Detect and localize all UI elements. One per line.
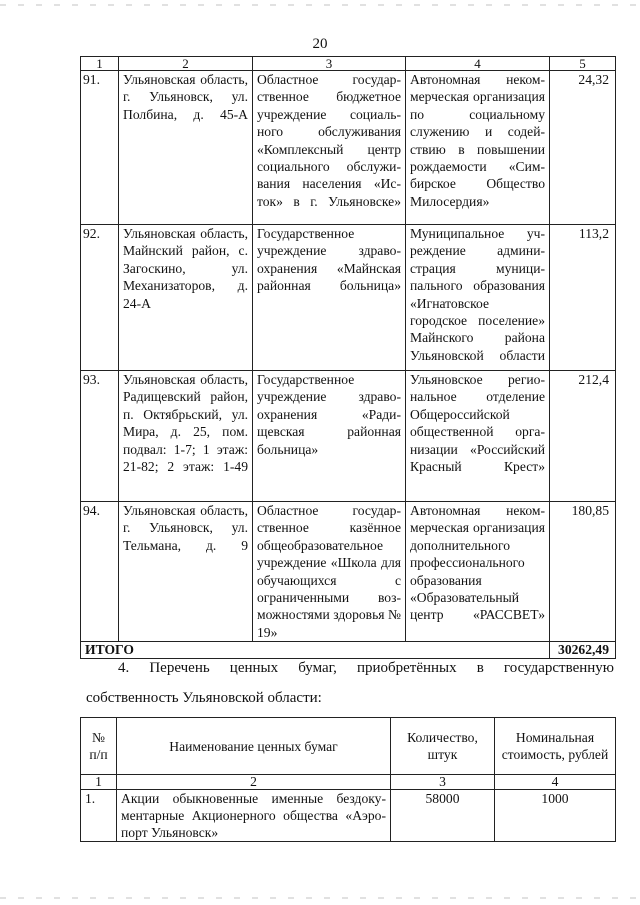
row-number: 94. xyxy=(81,502,119,642)
recipient-cell: Муниципальное учреждение администрация муниципального образования «Игнатовское городское поселение» Майнского района Ульяновской области xyxy=(406,225,550,371)
paragraph-line-1: 4. Перечень ценных бумаг, приобретённых в государственную xyxy=(118,660,614,676)
column-number: 2 xyxy=(117,775,391,790)
securities-table xyxy=(80,717,616,842)
column-number: 3 xyxy=(253,57,406,71)
area-cell: 212,4 xyxy=(550,371,616,502)
address-cell: Ульяновская область, г. Ульяновск, ул. Тельмана, д. 9 xyxy=(119,502,253,642)
row-number: 1. xyxy=(81,790,117,842)
column-number: 4 xyxy=(406,57,550,71)
header-number: № п/п xyxy=(81,718,117,775)
column-number: 1 xyxy=(81,775,117,790)
holder-cell: Областное государственное бюджетное учреждение социального обслуживания «Комплексный центр социального обслуживания населения «Исток» в г. Ульяновске» xyxy=(253,71,406,225)
holder-cell: Государственное учреждение здравоохранения «Майнская районная больница» xyxy=(253,225,406,371)
area-cell: 180,85 xyxy=(550,502,616,642)
area-cell: 24,32 xyxy=(550,71,616,225)
area-cell: 113,2 xyxy=(550,225,616,371)
column-number: 4 xyxy=(495,775,616,790)
table-row xyxy=(81,71,616,225)
table-row xyxy=(81,502,616,642)
row-number: 93. xyxy=(81,371,119,502)
scan-artifact-top xyxy=(0,4,640,6)
column-number: 5 xyxy=(550,57,616,71)
table-row xyxy=(81,371,616,502)
holder-cell: Областное государственное казённое общеобразовательное учреждение «Школа для обучающихся с ограниченными возможностями здоровья № 19» xyxy=(253,502,406,642)
address-cell: Ульяновская область, Радищевский район, п. Октябрьский, ул. Мира, д. 25, пом. подвал: 1-7; 1 этаж: 21-82; 2 этаж: 1-49 xyxy=(119,371,253,502)
row-number: 91. xyxy=(81,71,119,225)
recipient-cell: Автономная некоммерческая организация по социальному служению и содействию в повышении рождаемости «Симбирское Общество Милосердия» xyxy=(406,71,550,225)
header-quantity: Количество, штук xyxy=(391,718,495,775)
address-cell: Ульяновская область, г. Ульяновск, ул. Полбина, д. 45-А xyxy=(119,71,253,225)
scan-artifact-bottom xyxy=(0,897,640,899)
recipient-cell: Автономная некоммерческая организация дополнительного профессионального образования «Образовательный центр «РАССВЕТ» xyxy=(406,502,550,642)
column-number: 2 xyxy=(119,57,253,71)
column-number: 1 xyxy=(81,57,119,71)
property-transfer-table xyxy=(80,56,616,659)
table-row xyxy=(81,225,616,371)
header-security-name: Наименование ценных бумаг xyxy=(117,718,391,775)
total-label: ИТОГО xyxy=(81,642,550,659)
page-number: 20 xyxy=(312,36,328,52)
header-nominal: Номинальная стоимость, рублей xyxy=(495,718,616,775)
address-cell: Ульяновская область, Майнский район, с. Загоскино, ул. Механизаторов, д. 24-А xyxy=(119,225,253,371)
row-number: 92. xyxy=(81,225,119,371)
security-name-cell: Акции обыкновенные именные бездокументарные Акционерного общества «Аэропорт Ульяновск» xyxy=(117,790,391,842)
quantity-cell: 58000 xyxy=(391,790,495,842)
securities-paragraph xyxy=(86,653,614,713)
table-header-row xyxy=(81,718,616,775)
column-number: 3 xyxy=(391,775,495,790)
nominal-cell: 1000 xyxy=(495,790,616,842)
recipient-cell: Ульяновское региональное отделение Общероссийской общественной организации «Российский Красный Крест» xyxy=(406,371,550,502)
holder-cell: Государственное учреждение здравоохранения «Радищевская районная больница» xyxy=(253,371,406,502)
total-value: 30262,49 xyxy=(550,642,616,659)
table-row xyxy=(81,790,616,842)
paragraph-line-2: собственность Ульяновской области: xyxy=(86,690,322,706)
column-number-row xyxy=(81,775,616,790)
table-header-row xyxy=(81,57,616,71)
